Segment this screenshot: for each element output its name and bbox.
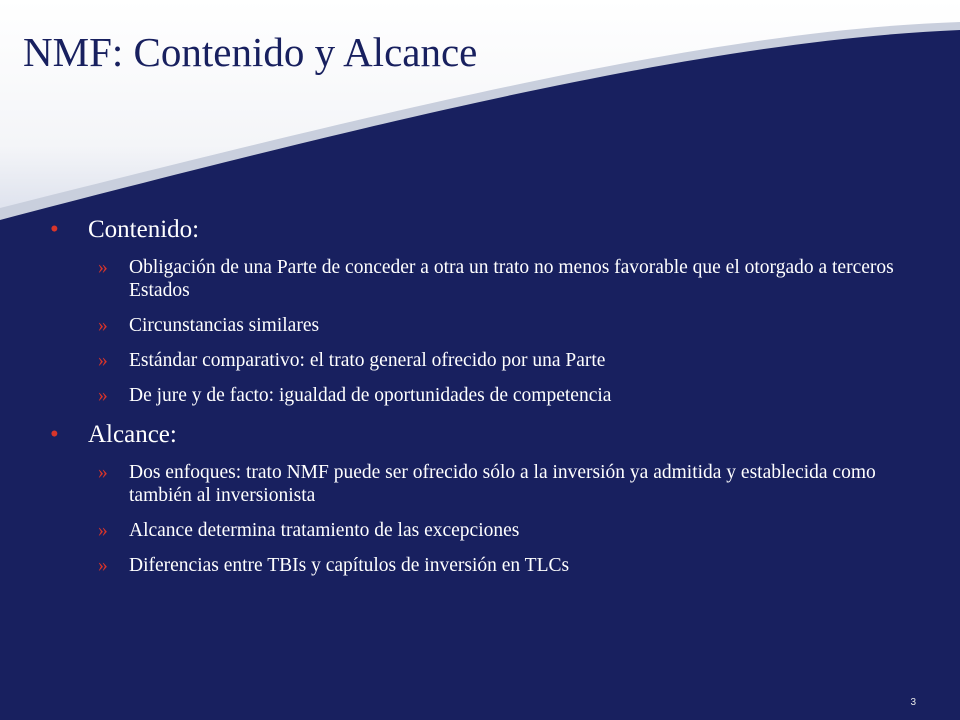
contenido-sublist: [50, 256, 910, 407]
sub-marker: »: [98, 350, 108, 371]
sub-marker: »: [98, 555, 108, 576]
page-number: 3: [910, 697, 916, 708]
slide-content: [50, 214, 910, 589]
bullet-marker: •: [50, 216, 59, 243]
sub-item: [50, 256, 910, 302]
sub-item-text: Circunstancias similares: [129, 315, 320, 336]
bullet-contenido: [50, 214, 910, 246]
sub-item-text: Dos enfoques: trato NMF puede ser ofrecido sólo a la inversión ya admitida y establecida como también al inversionista: [129, 462, 876, 506]
sub-item: [50, 349, 910, 372]
bullet-alcance: [50, 419, 910, 451]
bullet-label: Alcance:: [88, 421, 177, 448]
slide-title: NMF: Contenido y Alcance: [23, 29, 478, 75]
bullet-marker: •: [50, 421, 59, 448]
sub-marker: »: [98, 385, 108, 406]
alcance-sublist: [50, 461, 910, 577]
sub-item-text: Obligación de una Parte de conceder a otra un trato no menos favorable que el otorgado a terceros Estados: [129, 257, 894, 301]
sub-marker: »: [98, 462, 108, 483]
sub-marker: »: [98, 315, 108, 336]
sub-item-text: De jure y de facto: igualdad de oportunidades de competencia: [129, 385, 612, 406]
sub-item: [50, 314, 910, 337]
sub-item-text: Alcance determina tratamiento de las excepciones: [129, 520, 520, 541]
sub-item-text: Estándar comparativo: el trato general ofrecido por una Parte: [129, 350, 606, 371]
sub-item: [50, 519, 910, 542]
sub-marker: »: [98, 520, 108, 541]
sub-item: [50, 384, 910, 407]
sub-item-text: Diferencias entre TBIs y capítulos de inversión en TLCs: [129, 555, 570, 576]
sub-marker: »: [98, 257, 108, 278]
sub-item: [50, 554, 910, 577]
bullet-label: Contenido:: [88, 216, 200, 243]
sub-item: [50, 461, 910, 507]
